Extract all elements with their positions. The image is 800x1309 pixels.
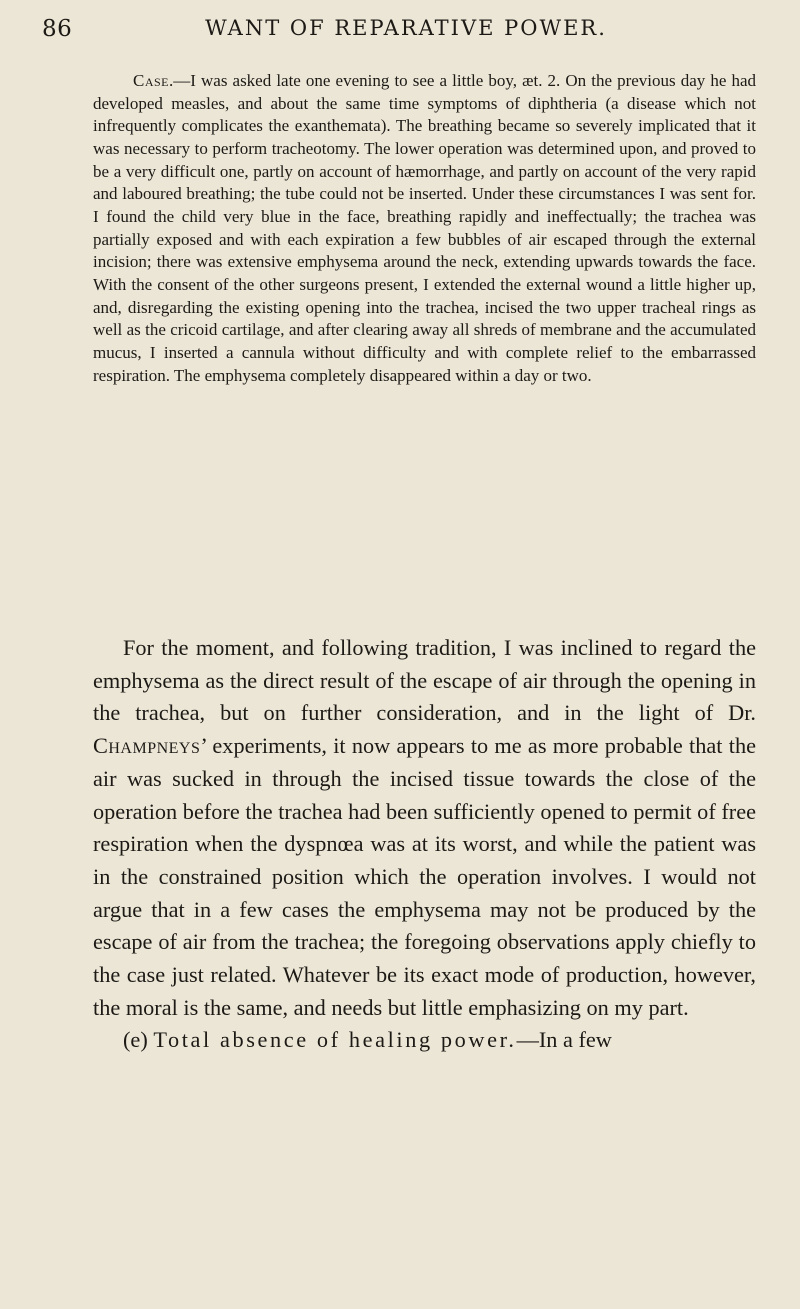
section-e-heading: Total absence of healing power. [153, 1027, 517, 1053]
main-text [93, 632, 756, 1057]
page-header [42, 16, 758, 52]
running-head: WANT OF REPARATIVE POWER. [205, 16, 607, 40]
section-e-paragraph [93, 1024, 756, 1057]
discussion-text-part1: For the moment, and following tradition, I was inclined to regard the emphysema as the direct result of the escape of air through the opening in the trachea, but on further consideration, and in the light of Dr. [93, 635, 756, 726]
author-name: Champneys [93, 733, 201, 759]
case-report-text: .—I was asked late one evening to see a little boy, æt. 2. On the previous day he had developed measles, and about the same time symptoms of diphtheria (a disease which not infrequently complicates the exanthemata). The breathing became so severely implicated that it was necessary to perform tracheotomy. The lower operation was determined upon, and proved to be a very difficult one, partly on account of hæmorrhage, and partly on account of the very rapid and laboured breathing; the tube could not be inserted. Under these circumstances I was sent for. I found the child very blue in the face, breathing rapidly and ineffectually; the trachea was partially exposed and with each expiration a few bubbles of air escaped through the external incision; there was extensive emphysema around the neck, extending upwards towards the face. With the consent of the other surgeons present, I extended the external wound a little higher up, and, disregarding the existing opening into the trachea, incised the two upper tracheal rings as well as the cricoid cartilage, and after clearing away all shreds of membrane and the accumulated mucus, I inserted a cannula without difficulty and with complete relief to the embarrassed respiration. The emphysema completely disappeared within a day or two. [93, 71, 756, 385]
case-label: Case [133, 71, 170, 90]
case-report-paragraph [93, 70, 756, 387]
section-e-label: (e) [123, 1027, 148, 1053]
discussion-text-part2: ’ experiments, it now appears to me as more probable that the air was sucked in through the incised tissue towards the close of the operation before the trachea had been sufficiently opened to permit of free respiration when the dyspnœa was at its worst, and while the patient was in the constrained position which the operation involves. I would not argue that in a few cases the emphysema may not be produced by the escape of air from the trachea; the foregoing observations apply chiefly to the case just related. Whatever be its exact mode of production, however, the moral is the same, and needs but little emphasizing on my part. [93, 733, 756, 1020]
section-e-continuation: —In a few [516, 1027, 612, 1053]
discussion-paragraph [93, 632, 756, 1024]
page-number: 86 [42, 16, 73, 42]
